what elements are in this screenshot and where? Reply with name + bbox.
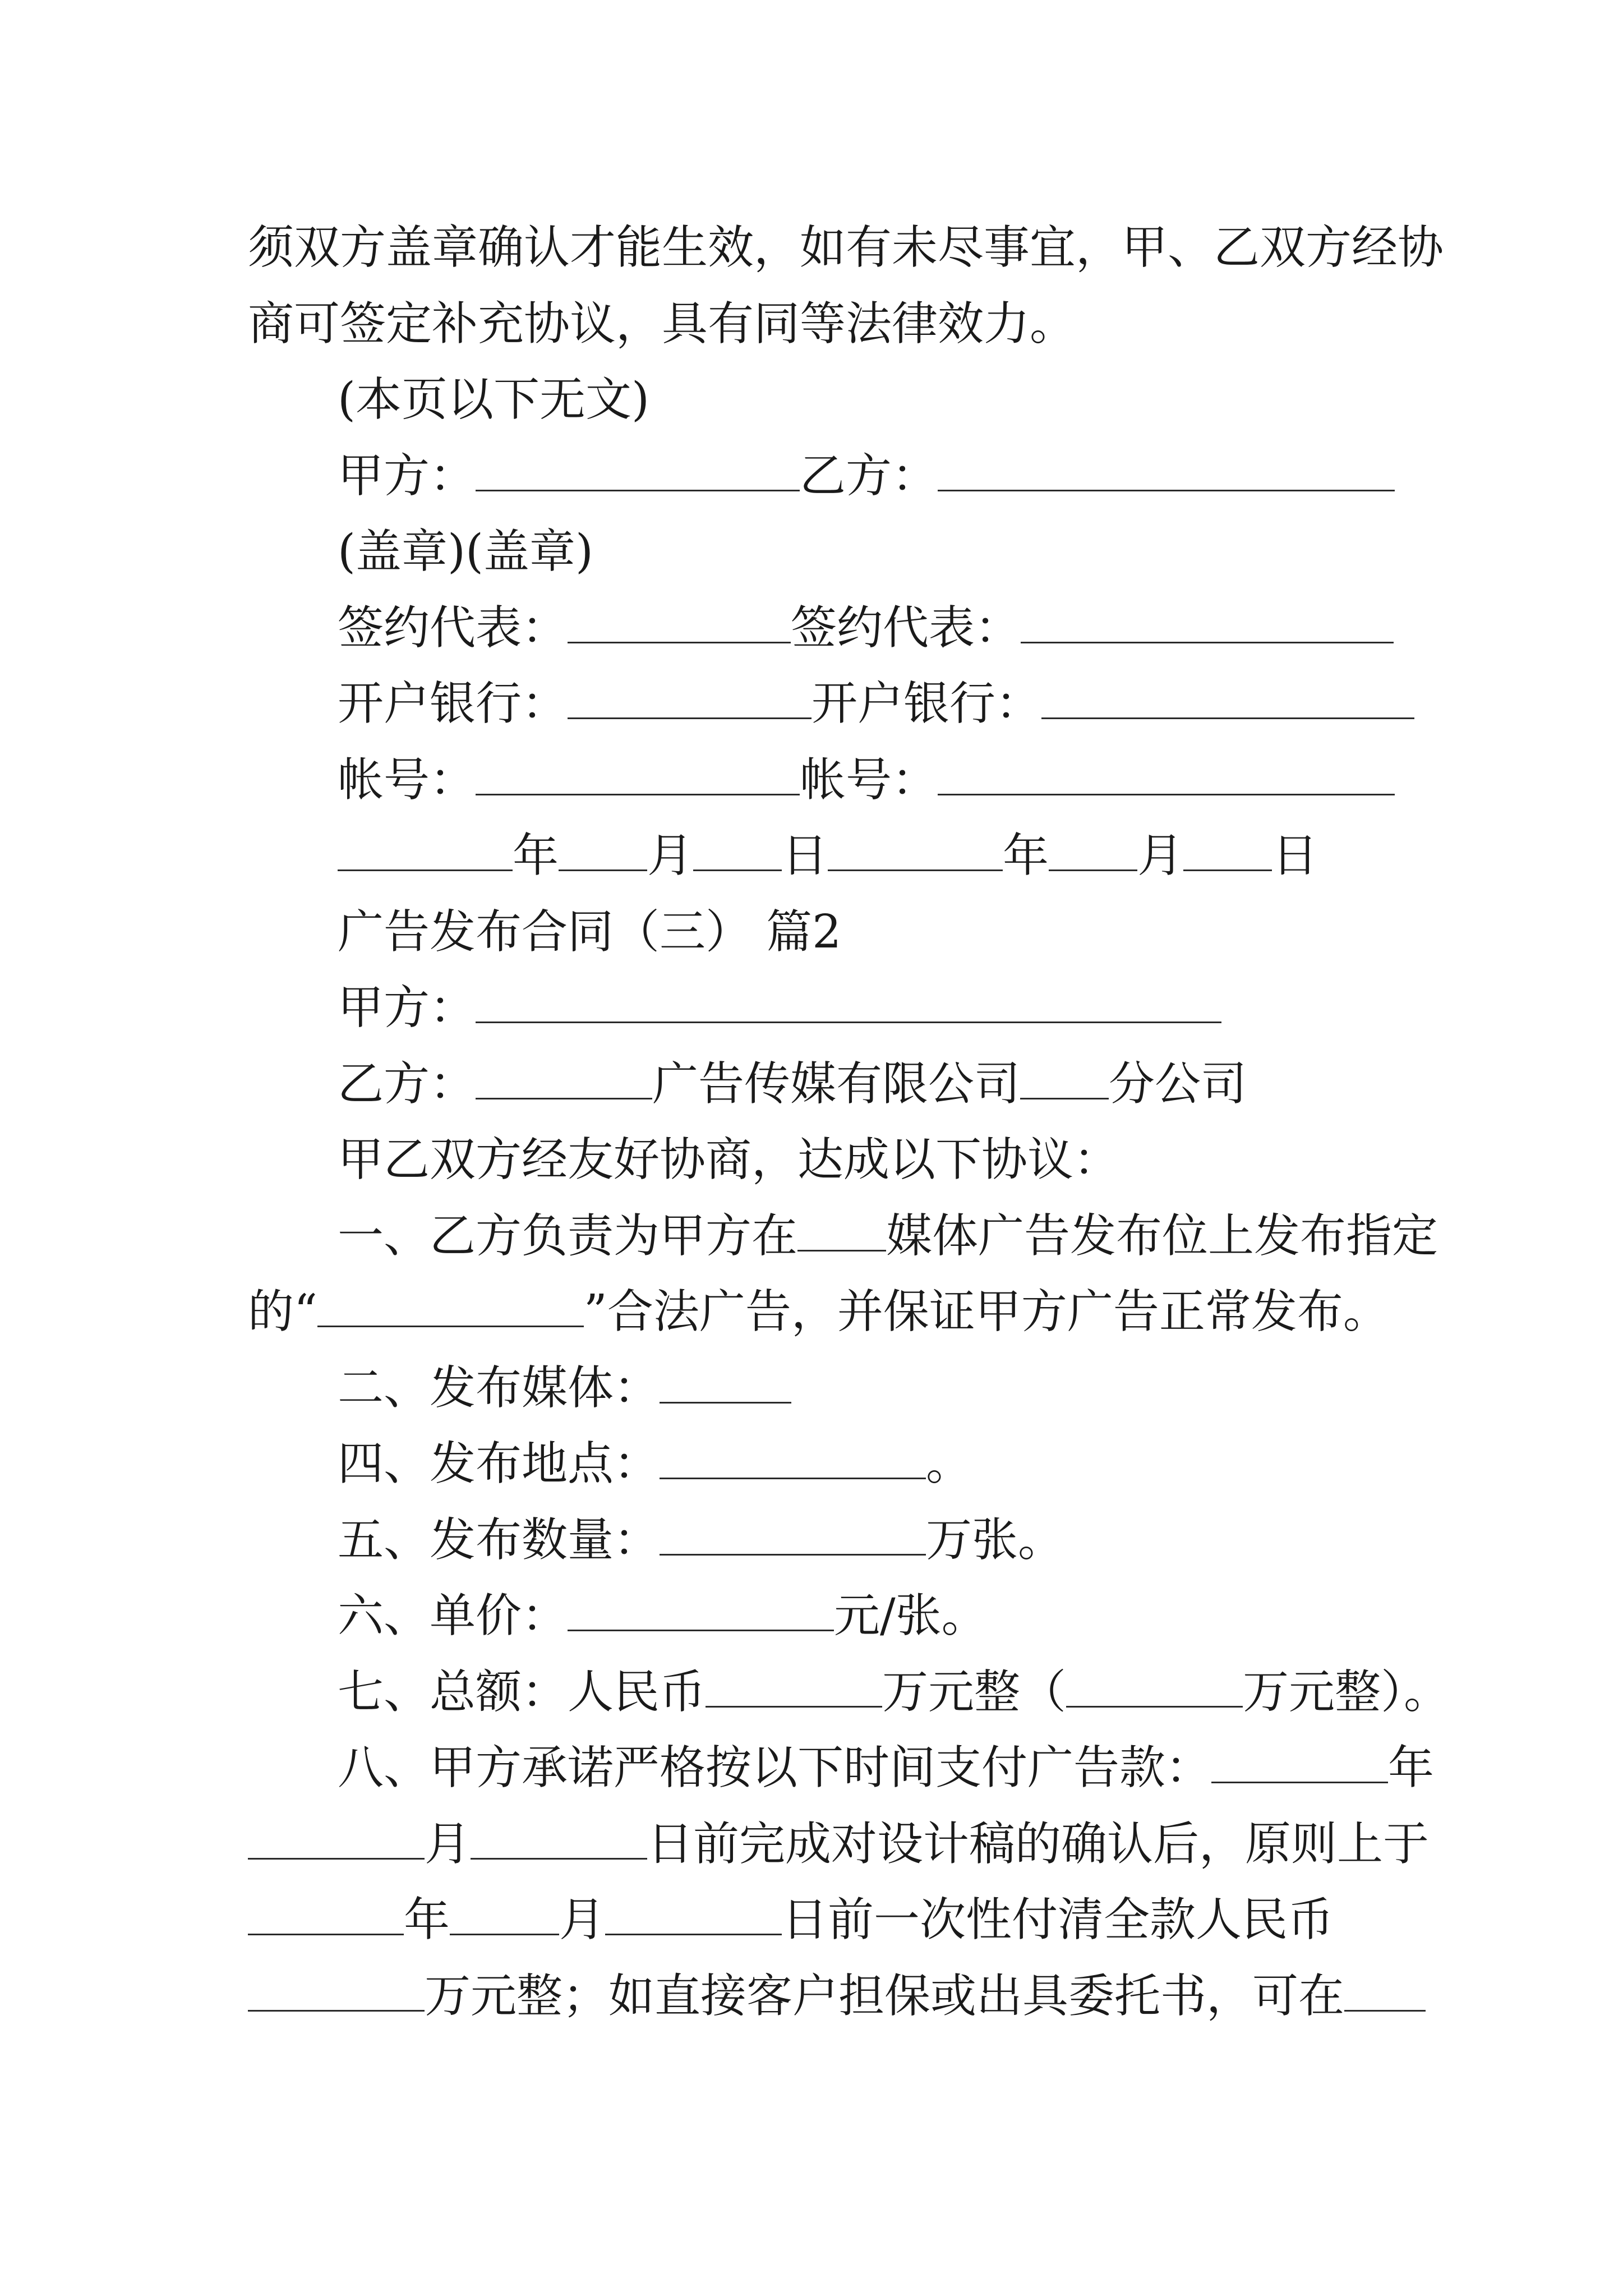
representative-b-label: 签约代表：	[791, 601, 1021, 655]
year-blank	[248, 1894, 404, 1935]
representative-a-label: 签约代表：	[338, 601, 568, 655]
contract-text-line	[248, 220, 1444, 276]
date-line: 年 月 日 年 月 日	[338, 828, 1318, 884]
clause-4-line: 四、发布地点： 。	[338, 1437, 972, 1490]
contract-clause-text: 须双方盖章确认才能生效，如有未尽事宜，甲、乙双方经协	[248, 221, 1444, 274]
party-b-label: 乙方：	[800, 449, 938, 503]
account-line	[338, 752, 1395, 808]
quantity-blank	[660, 1515, 926, 1556]
party-b-line: 乙方： 广告传媒有限公司 分公司	[338, 1057, 1247, 1111]
clause-2-line: 二、发布媒体：	[338, 1360, 791, 1416]
amount-blank	[706, 1667, 882, 1708]
bank-b-blank	[1041, 678, 1414, 719]
clause-8-continuation: 万元整；如直接客户担保或出具委托书，可在	[248, 1968, 1426, 2024]
party-a-blank	[476, 982, 1221, 1023]
day-blank	[1183, 830, 1272, 871]
party-a-line	[338, 980, 1221, 1036]
bank-line	[338, 676, 1414, 732]
seal-line: (盖章)(盖章)	[338, 525, 593, 578]
branch-name-blank	[1020, 1059, 1109, 1099]
account-a-label: 帐号：	[338, 753, 476, 807]
year-blank	[338, 830, 513, 871]
clause-5-line: 五、发布数量： 万张。	[338, 1513, 1064, 1567]
media-type-blank	[660, 1363, 791, 1404]
representative-b-blank	[1021, 602, 1394, 643]
amount-words-blank	[1066, 1667, 1243, 1708]
bank-a-blank	[568, 678, 811, 719]
day-blank	[605, 1894, 782, 1935]
clause-6-line: 六、单价： 元/张。	[338, 1589, 988, 1642]
agreement-intro: 甲乙双方经友好协商，达成以下协议：	[338, 1133, 1120, 1186]
month-blank	[248, 1819, 425, 1860]
month-blank	[1049, 830, 1137, 871]
clause-8-line: 八、甲方承诺严格按以下时间支付广告款： 年	[338, 1741, 1435, 1795]
ad-content-blank	[317, 1286, 584, 1327]
media-blank	[797, 1211, 886, 1251]
location-blank	[660, 1438, 926, 1479]
account-b-blank	[938, 754, 1395, 795]
no-text-below-note: (本页以下无文)	[338, 373, 649, 426]
representative-line	[338, 600, 1394, 656]
party-signature-line	[338, 448, 1395, 504]
party-a-blank	[476, 450, 800, 491]
party-b-label: 乙方：	[338, 1057, 476, 1111]
date-blank	[1344, 1971, 1426, 2012]
company-name-blank	[476, 1059, 652, 1099]
clause-1-continuation: 的“ ”合法广告，并保证甲方广告正常发布。	[248, 1285, 1389, 1338]
bank-a-label: 开户银行：	[338, 677, 568, 730]
year-blank	[1211, 1742, 1388, 1783]
account-b-label: 帐号：	[800, 753, 938, 807]
bank-b-label: 开户银行：	[811, 677, 1042, 730]
clause-7-line: 七、总额：人民币 万元整（ 万元整）。	[338, 1665, 1450, 1719]
party-a-label: 甲方：	[338, 449, 476, 503]
year-blank	[828, 830, 1003, 871]
clause-1-line: 一、乙方负责为甲方在 媒体广告发布位上发布指定	[338, 1209, 1438, 1263]
day-blank	[693, 830, 782, 871]
month-blank	[450, 1894, 559, 1935]
contract-text-line	[248, 296, 1076, 352]
amount-blank	[248, 1971, 425, 2012]
clause-8-continuation: 年 月 日前一次性付清全款人民币	[248, 1892, 1334, 1948]
representative-a-blank	[568, 602, 791, 643]
account-a-blank	[476, 754, 800, 795]
unit-price-blank	[568, 1590, 834, 1631]
party-b-blank	[938, 450, 1395, 491]
month-blank	[559, 830, 647, 871]
contract-heading: 广告发布合同（三） 篇2	[338, 905, 842, 959]
clause-8-continuation: 月 日前完成对设计稿的确认后，原则上于	[248, 1816, 1429, 1872]
day-blank	[471, 1819, 647, 1860]
party-a-label: 甲方：	[338, 981, 476, 1034]
contract-clause-text: 商可签定补充协议，具有同等法律效力。	[248, 297, 1076, 351]
